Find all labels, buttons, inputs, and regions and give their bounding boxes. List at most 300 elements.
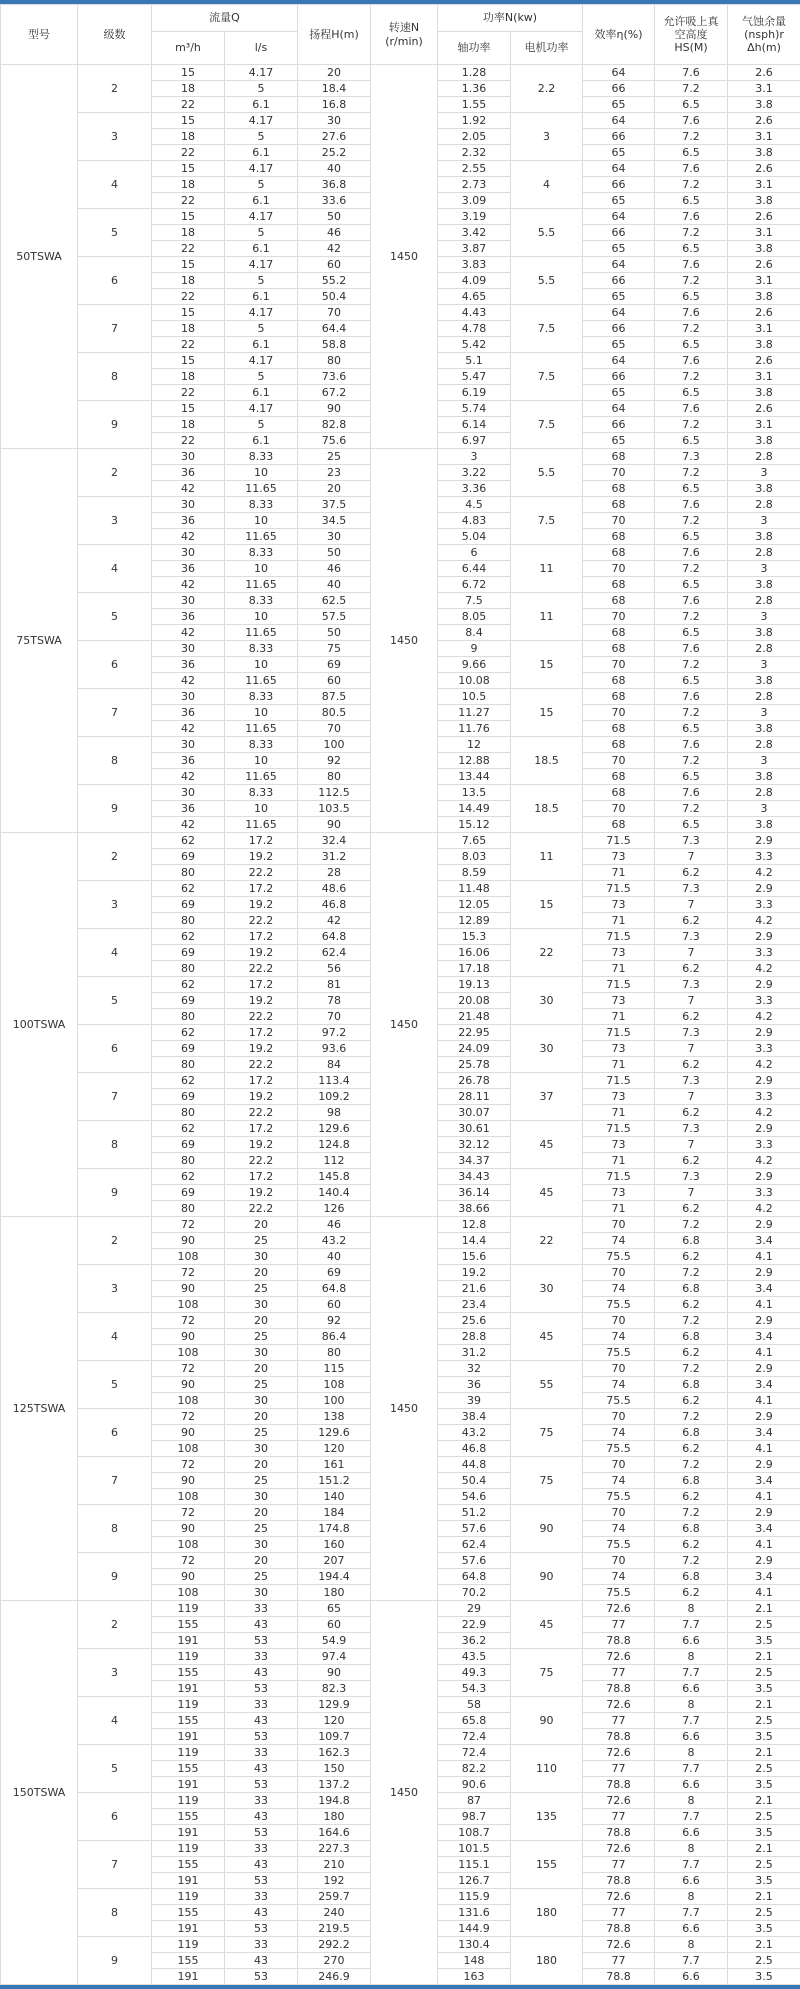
vacuum-hs-cell: 8 — [655, 1601, 728, 1617]
head-cell: 43.2 — [298, 1233, 371, 1249]
table-row — [1, 1217, 800, 1233]
vacuum-hs-cell: 6.6 — [655, 1873, 728, 1889]
flow-m3h-cell: 42 — [152, 769, 225, 785]
npsh-dh-cell: 2.6 — [728, 353, 800, 369]
head-cell: 31.2 — [298, 849, 371, 865]
efficiency-cell: 72.6 — [583, 1697, 655, 1713]
stage-cell: 9 — [78, 1169, 152, 1217]
head-cell: 64.8 — [298, 929, 371, 945]
head-cell: 40 — [298, 577, 371, 593]
flow-ls-cell: 10 — [225, 801, 298, 817]
flow-ls-cell: 17.2 — [225, 881, 298, 897]
motor-power-cell: 45 — [511, 1169, 583, 1217]
shaft-power-cell: 11.76 — [438, 721, 511, 737]
head-cell: 161 — [298, 1457, 371, 1473]
npsh-dh-cell: 2.6 — [728, 161, 800, 177]
flow-m3h-cell: 15 — [152, 113, 225, 129]
shaft-power-cell: 46.8 — [438, 1441, 511, 1457]
npsh-dh-cell: 3 — [728, 609, 800, 625]
flow-ls-cell: 10 — [225, 657, 298, 673]
npsh-dh-cell: 2.6 — [728, 257, 800, 273]
shaft-power-cell: 101.5 — [438, 1841, 511, 1857]
head-cell: 25 — [298, 449, 371, 465]
motor-power-cell: 30 — [511, 1265, 583, 1313]
npsh-dh-cell: 3.4 — [728, 1473, 800, 1489]
stage-cell: 8 — [78, 737, 152, 785]
flow-ls-cell: 22.2 — [225, 1201, 298, 1217]
flow-m3h-cell: 90 — [152, 1329, 225, 1345]
head-cell: 100 — [298, 737, 371, 753]
flow-m3h-cell: 22 — [152, 385, 225, 401]
shaft-power-cell: 36.14 — [438, 1185, 511, 1201]
flow-ls-cell: 17.2 — [225, 1169, 298, 1185]
flow-ls-cell: 53 — [225, 1825, 298, 1841]
speed-cell: 1450 — [371, 1601, 438, 1985]
efficiency-cell: 78.8 — [583, 1681, 655, 1697]
head-cell: 65 — [298, 1601, 371, 1617]
shaft-power-cell: 29 — [438, 1601, 511, 1617]
head-cell: 62.5 — [298, 593, 371, 609]
flow-ls-cell: 22.2 — [225, 913, 298, 929]
npsh-dh-cell: 4.2 — [728, 913, 800, 929]
shaft-power-cell: 1.55 — [438, 97, 511, 113]
stage-cell: 3 — [78, 497, 152, 545]
flow-m3h-cell: 69 — [152, 849, 225, 865]
header-speed-line1: 转速N — [371, 21, 437, 34]
head-cell: 60 — [298, 257, 371, 273]
head-cell: 55.2 — [298, 273, 371, 289]
flow-m3h-cell: 108 — [152, 1537, 225, 1553]
flow-ls-cell: 5 — [225, 225, 298, 241]
header-speed — [371, 5, 438, 65]
shaft-power-cell: 14.4 — [438, 1233, 511, 1249]
shaft-power-cell: 24.09 — [438, 1041, 511, 1057]
efficiency-cell: 70 — [583, 801, 655, 817]
flow-m3h-cell: 18 — [152, 129, 225, 145]
head-cell: 124.8 — [298, 1137, 371, 1153]
flow-ls-cell: 25 — [225, 1329, 298, 1345]
shaft-power-cell: 15.3 — [438, 929, 511, 945]
shaft-power-cell: 5.1 — [438, 353, 511, 369]
npsh-dh-cell: 4.2 — [728, 1153, 800, 1169]
flow-m3h-cell: 80 — [152, 1201, 225, 1217]
flow-ls-cell: 8.33 — [225, 641, 298, 657]
vacuum-hs-cell: 6.2 — [655, 1153, 728, 1169]
npsh-dh-cell: 4.2 — [728, 865, 800, 881]
npsh-dh-cell: 3.8 — [728, 241, 800, 257]
efficiency-cell: 71 — [583, 865, 655, 881]
shaft-power-cell: 13.44 — [438, 769, 511, 785]
motor-power-cell: 18.5 — [511, 785, 583, 833]
vacuum-hs-cell: 7.7 — [655, 1761, 728, 1777]
stage-cell: 4 — [78, 929, 152, 977]
flow-m3h-cell: 62 — [152, 881, 225, 897]
head-cell: 62.4 — [298, 945, 371, 961]
shaft-power-cell: 4.43 — [438, 305, 511, 321]
stage-cell: 9 — [78, 1937, 152, 1985]
flow-m3h-cell: 62 — [152, 1121, 225, 1137]
shaft-power-cell: 16.06 — [438, 945, 511, 961]
head-cell: 84 — [298, 1057, 371, 1073]
npsh-dh-cell: 3.3 — [728, 849, 800, 865]
head-cell: 60 — [298, 673, 371, 689]
shaft-power-cell: 54.3 — [438, 1681, 511, 1697]
flow-ls-cell: 11.65 — [225, 481, 298, 497]
flow-ls-cell: 5 — [225, 369, 298, 385]
flow-m3h-cell: 72 — [152, 1457, 225, 1473]
shaft-power-cell: 2.32 — [438, 145, 511, 161]
flow-m3h-cell: 80 — [152, 913, 225, 929]
flow-m3h-cell: 119 — [152, 1793, 225, 1809]
flow-ls-cell: 20 — [225, 1265, 298, 1281]
header-flow-ls: l/s — [225, 32, 298, 65]
efficiency-cell: 68 — [583, 641, 655, 657]
flow-ls-cell: 8.33 — [225, 689, 298, 705]
vacuum-hs-cell: 6.8 — [655, 1425, 728, 1441]
flow-ls-cell: 10 — [225, 705, 298, 721]
vacuum-hs-cell: 7.6 — [655, 65, 728, 81]
efficiency-cell: 78.8 — [583, 1633, 655, 1649]
efficiency-cell: 71.5 — [583, 833, 655, 849]
vacuum-hs-cell: 7.3 — [655, 977, 728, 993]
head-cell: 129.6 — [298, 1425, 371, 1441]
efficiency-cell: 70 — [583, 1361, 655, 1377]
stage-cell: 6 — [78, 1025, 152, 1073]
npsh-dh-cell: 3.1 — [728, 177, 800, 193]
efficiency-cell: 74 — [583, 1329, 655, 1345]
vacuum-hs-cell: 7 — [655, 897, 728, 913]
flow-m3h-cell: 69 — [152, 1185, 225, 1201]
motor-power-cell: 7.5 — [511, 305, 583, 353]
vacuum-hs-cell: 7.2 — [655, 129, 728, 145]
efficiency-cell: 68 — [583, 577, 655, 593]
motor-power-cell: 7.5 — [511, 401, 583, 449]
stage-cell: 4 — [78, 161, 152, 209]
stage-cell: 5 — [78, 593, 152, 641]
npsh-dh-cell: 4.1 — [728, 1297, 800, 1313]
flow-m3h-cell: 108 — [152, 1441, 225, 1457]
npsh-dh-cell: 2.1 — [728, 1793, 800, 1809]
shaft-power-cell: 64.8 — [438, 1569, 511, 1585]
efficiency-cell: 66 — [583, 273, 655, 289]
shaft-power-cell: 23.4 — [438, 1297, 511, 1313]
flow-m3h-cell: 119 — [152, 1601, 225, 1617]
flow-m3h-cell: 36 — [152, 465, 225, 481]
flow-m3h-cell: 155 — [152, 1617, 225, 1633]
head-cell: 64.8 — [298, 1281, 371, 1297]
shaft-power-cell: 36.2 — [438, 1633, 511, 1649]
shaft-power-cell: 62.4 — [438, 1537, 511, 1553]
head-cell: 80 — [298, 353, 371, 369]
head-cell: 56 — [298, 961, 371, 977]
flow-ls-cell: 19.2 — [225, 1137, 298, 1153]
flow-m3h-cell: 30 — [152, 689, 225, 705]
vacuum-hs-cell: 7.2 — [655, 225, 728, 241]
head-cell: 292.2 — [298, 1937, 371, 1953]
stage-cell: 3 — [78, 881, 152, 929]
shaft-power-cell: 11.48 — [438, 881, 511, 897]
efficiency-cell: 65 — [583, 145, 655, 161]
motor-power-cell: 18.5 — [511, 737, 583, 785]
shaft-power-cell: 131.6 — [438, 1905, 511, 1921]
flow-m3h-cell: 119 — [152, 1745, 225, 1761]
flow-ls-cell: 10 — [225, 465, 298, 481]
efficiency-cell: 73 — [583, 897, 655, 913]
head-cell: 69 — [298, 657, 371, 673]
flow-ls-cell: 22.2 — [225, 1153, 298, 1169]
npsh-dh-cell: 3.8 — [728, 289, 800, 305]
flow-m3h-cell: 155 — [152, 1905, 225, 1921]
table-row — [1, 65, 800, 81]
npsh-dh-cell: 3 — [728, 561, 800, 577]
efficiency-cell: 73 — [583, 1185, 655, 1201]
head-cell: 50 — [298, 209, 371, 225]
shaft-power-cell: 10.5 — [438, 689, 511, 705]
efficiency-cell: 71.5 — [583, 1073, 655, 1089]
efficiency-cell: 70 — [583, 705, 655, 721]
efficiency-cell: 70 — [583, 1457, 655, 1473]
efficiency-cell: 77 — [583, 1953, 655, 1969]
vacuum-hs-cell: 7 — [655, 849, 728, 865]
flow-m3h-cell: 90 — [152, 1521, 225, 1537]
shaft-power-cell: 5.47 — [438, 369, 511, 385]
flow-ls-cell: 4.17 — [225, 65, 298, 81]
flow-ls-cell: 11.65 — [225, 673, 298, 689]
head-cell: 80.5 — [298, 705, 371, 721]
shaft-power-cell: 5.42 — [438, 337, 511, 353]
motor-power-cell: 180 — [511, 1937, 583, 1985]
vacuum-hs-cell: 7.3 — [655, 881, 728, 897]
flow-ls-cell: 30 — [225, 1489, 298, 1505]
npsh-dh-cell: 3.5 — [728, 1825, 800, 1841]
head-cell: 75 — [298, 641, 371, 657]
shaft-power-cell: 1.28 — [438, 65, 511, 81]
header-vacuum-line1: 允许吸上真 — [655, 15, 727, 28]
motor-power-cell: 3 — [511, 113, 583, 161]
flow-ls-cell: 43 — [225, 1761, 298, 1777]
npsh-dh-cell: 3 — [728, 801, 800, 817]
shaft-power-cell: 163 — [438, 1969, 511, 1985]
shaft-power-cell: 14.49 — [438, 801, 511, 817]
vacuum-hs-cell: 8 — [655, 1697, 728, 1713]
npsh-dh-cell: 2.8 — [728, 785, 800, 801]
efficiency-cell: 64 — [583, 305, 655, 321]
efficiency-cell: 66 — [583, 225, 655, 241]
shaft-power-cell: 1.36 — [438, 81, 511, 97]
flow-ls-cell: 43 — [225, 1857, 298, 1873]
shaft-power-cell: 3.87 — [438, 241, 511, 257]
efficiency-cell: 70 — [583, 657, 655, 673]
vacuum-hs-cell: 6.8 — [655, 1281, 728, 1297]
vacuum-hs-cell: 8 — [655, 1889, 728, 1905]
vacuum-hs-cell: 7.3 — [655, 833, 728, 849]
stage-cell: 9 — [78, 1553, 152, 1601]
vacuum-hs-cell: 7.3 — [655, 1073, 728, 1089]
npsh-dh-cell: 4.1 — [728, 1393, 800, 1409]
model-cell: 75TSWA — [1, 449, 78, 833]
npsh-dh-cell: 2.9 — [728, 1169, 800, 1185]
shaft-power-cell: 3 — [438, 449, 511, 465]
motor-power-cell: 90 — [511, 1505, 583, 1553]
npsh-dh-cell: 2.9 — [728, 1121, 800, 1137]
speed-cell: 1450 — [371, 65, 438, 449]
flow-m3h-cell: 15 — [152, 65, 225, 81]
shaft-power-cell: 8.05 — [438, 609, 511, 625]
shaft-power-cell: 6 — [438, 545, 511, 561]
head-cell: 164.6 — [298, 1825, 371, 1841]
npsh-dh-cell: 3.4 — [728, 1521, 800, 1537]
flow-ls-cell: 22.2 — [225, 1057, 298, 1073]
head-cell: 140.4 — [298, 1185, 371, 1201]
flow-m3h-cell: 191 — [152, 1633, 225, 1649]
efficiency-cell: 70 — [583, 1409, 655, 1425]
motor-power-cell: 22 — [511, 929, 583, 977]
vacuum-hs-cell: 6.2 — [655, 1345, 728, 1361]
vacuum-hs-cell: 6.8 — [655, 1329, 728, 1345]
flow-m3h-cell: 80 — [152, 865, 225, 881]
vacuum-hs-cell: 7.2 — [655, 561, 728, 577]
motor-power-cell: 180 — [511, 1889, 583, 1937]
flow-m3h-cell: 18 — [152, 177, 225, 193]
npsh-dh-cell: 2.1 — [728, 1649, 800, 1665]
flow-m3h-cell: 36 — [152, 753, 225, 769]
head-cell: 34.5 — [298, 513, 371, 529]
efficiency-cell: 71.5 — [583, 881, 655, 897]
shaft-power-cell: 3.83 — [438, 257, 511, 273]
flow-ls-cell: 53 — [225, 1777, 298, 1793]
flow-ls-cell: 10 — [225, 513, 298, 529]
shaft-power-cell: 20.08 — [438, 993, 511, 1009]
npsh-dh-cell: 4.2 — [728, 961, 800, 977]
shaft-power-cell: 38.4 — [438, 1409, 511, 1425]
flow-ls-cell: 25 — [225, 1425, 298, 1441]
stage-cell: 2 — [78, 833, 152, 881]
vacuum-hs-cell: 7.2 — [655, 465, 728, 481]
flow-m3h-cell: 18 — [152, 417, 225, 433]
npsh-dh-cell: 2.5 — [728, 1617, 800, 1633]
model-cell: 50TSWA — [1, 65, 78, 449]
flow-ls-cell: 43 — [225, 1809, 298, 1825]
shaft-power-cell: 4.78 — [438, 321, 511, 337]
stage-cell: 7 — [78, 305, 152, 353]
flow-ls-cell: 6.1 — [225, 193, 298, 209]
table-row — [1, 833, 800, 849]
shaft-power-cell: 49.3 — [438, 1665, 511, 1681]
head-cell: 160 — [298, 1537, 371, 1553]
vacuum-hs-cell: 6.6 — [655, 1729, 728, 1745]
head-cell: 180 — [298, 1585, 371, 1601]
efficiency-cell: 74 — [583, 1233, 655, 1249]
efficiency-cell: 75.5 — [583, 1585, 655, 1601]
motor-power-cell: 45 — [511, 1121, 583, 1169]
flow-ls-cell: 30 — [225, 1441, 298, 1457]
header-npsh-line3: Δh(m) — [728, 41, 800, 54]
efficiency-cell: 72.6 — [583, 1601, 655, 1617]
flow-ls-cell: 11.65 — [225, 625, 298, 641]
vacuum-hs-cell: 6.5 — [655, 241, 728, 257]
flow-ls-cell: 11.65 — [225, 769, 298, 785]
efficiency-cell: 77 — [583, 1713, 655, 1729]
vacuum-hs-cell: 6.5 — [655, 97, 728, 113]
flow-m3h-cell: 119 — [152, 1697, 225, 1713]
efficiency-cell: 78.8 — [583, 1969, 655, 1985]
npsh-dh-cell: 3.8 — [728, 97, 800, 113]
model-cell: 100TSWA — [1, 833, 78, 1217]
shaft-power-cell: 25.6 — [438, 1313, 511, 1329]
npsh-dh-cell: 2.9 — [728, 1025, 800, 1041]
npsh-dh-cell: 3.5 — [728, 1921, 800, 1937]
shaft-power-cell: 4.83 — [438, 513, 511, 529]
header-npsh-line1: 气蚀余量 — [728, 15, 800, 28]
flow-m3h-cell: 90 — [152, 1473, 225, 1489]
vacuum-hs-cell: 7.6 — [655, 689, 728, 705]
flow-ls-cell: 6.1 — [225, 241, 298, 257]
head-cell: 33.6 — [298, 193, 371, 209]
flow-ls-cell: 30 — [225, 1297, 298, 1313]
head-cell: 30 — [298, 529, 371, 545]
flow-m3h-cell: 155 — [152, 1953, 225, 1969]
npsh-dh-cell: 4.1 — [728, 1537, 800, 1553]
flow-ls-cell: 53 — [225, 1969, 298, 1985]
header-vacuum — [655, 5, 728, 65]
flow-m3h-cell: 155 — [152, 1809, 225, 1825]
npsh-dh-cell: 2.8 — [728, 545, 800, 561]
vacuum-hs-cell: 6.2 — [655, 1105, 728, 1121]
head-cell: 42 — [298, 913, 371, 929]
stage-cell: 7 — [78, 689, 152, 737]
npsh-dh-cell: 3.5 — [728, 1969, 800, 1985]
vacuum-hs-cell: 7.2 — [655, 801, 728, 817]
motor-power-cell: 37 — [511, 1073, 583, 1121]
vacuum-hs-cell: 7.6 — [655, 353, 728, 369]
vacuum-hs-cell: 6.2 — [655, 1057, 728, 1073]
flow-m3h-cell: 36 — [152, 801, 225, 817]
head-cell: 80 — [298, 769, 371, 785]
flow-ls-cell: 25 — [225, 1377, 298, 1393]
flow-ls-cell: 8.33 — [225, 497, 298, 513]
shaft-power-cell: 3.22 — [438, 465, 511, 481]
shaft-power-cell: 4.65 — [438, 289, 511, 305]
shaft-power-cell: 34.43 — [438, 1169, 511, 1185]
flow-ls-cell: 17.2 — [225, 1121, 298, 1137]
flow-ls-cell: 6.1 — [225, 385, 298, 401]
head-cell: 20 — [298, 65, 371, 81]
shaft-power-cell: 9.66 — [438, 657, 511, 673]
vacuum-hs-cell: 6.8 — [655, 1569, 728, 1585]
head-cell: 93.6 — [298, 1041, 371, 1057]
flow-m3h-cell: 108 — [152, 1489, 225, 1505]
stage-cell: 3 — [78, 113, 152, 161]
efficiency-cell: 74 — [583, 1569, 655, 1585]
flow-m3h-cell: 72 — [152, 1361, 225, 1377]
flow-m3h-cell: 80 — [152, 1153, 225, 1169]
vacuum-hs-cell: 6.5 — [655, 721, 728, 737]
npsh-dh-cell: 3 — [728, 513, 800, 529]
head-cell: 259.7 — [298, 1889, 371, 1905]
flow-ls-cell: 43 — [225, 1953, 298, 1969]
flow-m3h-cell: 72 — [152, 1217, 225, 1233]
efficiency-cell: 68 — [583, 593, 655, 609]
vacuum-hs-cell: 8 — [655, 1937, 728, 1953]
flow-m3h-cell: 108 — [152, 1249, 225, 1265]
vacuum-hs-cell: 6.6 — [655, 1921, 728, 1937]
efficiency-cell: 71 — [583, 1105, 655, 1121]
efficiency-cell: 70 — [583, 753, 655, 769]
flow-m3h-cell: 36 — [152, 561, 225, 577]
flow-m3h-cell: 42 — [152, 817, 225, 833]
flow-m3h-cell: 119 — [152, 1841, 225, 1857]
flow-m3h-cell: 18 — [152, 321, 225, 337]
